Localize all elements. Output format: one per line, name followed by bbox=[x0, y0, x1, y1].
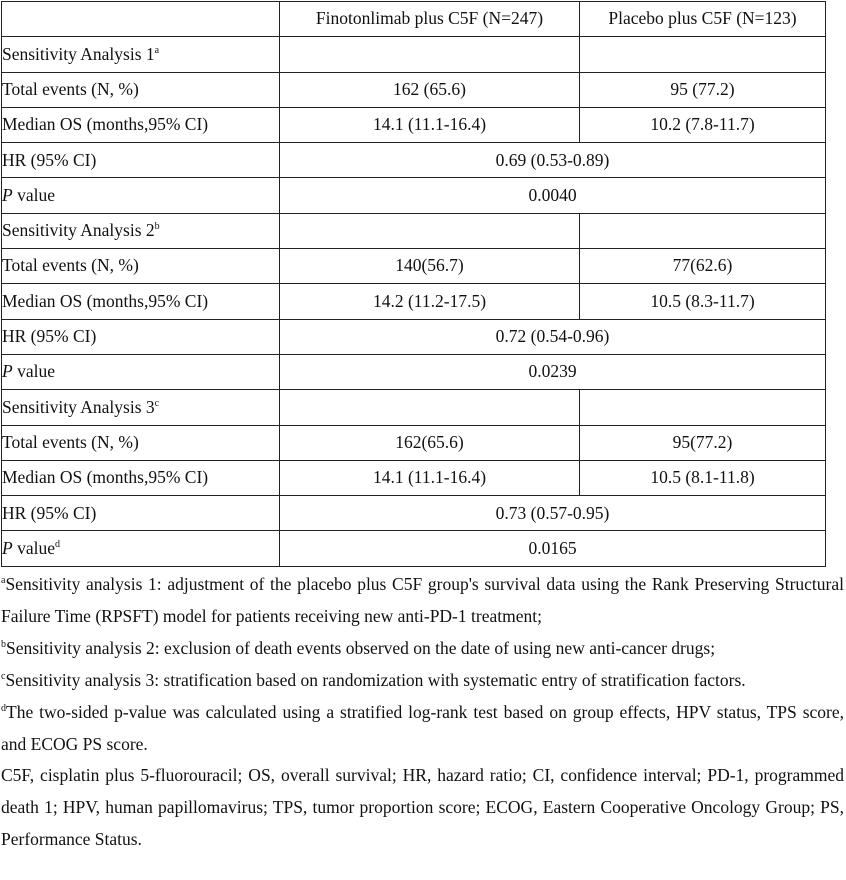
row-label: Median OS (months,95% CI) bbox=[2, 460, 280, 495]
value-merged: 0.0040 bbox=[280, 178, 826, 213]
header-placebo: Placebo plus C5F (N=123) bbox=[580, 2, 826, 37]
row-label bbox=[2, 354, 280, 389]
table-row bbox=[2, 178, 826, 213]
row-label: HR (95% CI) bbox=[2, 319, 280, 354]
table-row bbox=[2, 72, 826, 107]
table-row bbox=[2, 107, 826, 142]
value-merged: 0.72 (0.54-0.96) bbox=[280, 319, 826, 354]
value-finotonlimab: 162 (65.6) bbox=[280, 72, 580, 107]
p-label-rest: value bbox=[12, 537, 55, 558]
empty-cell bbox=[280, 390, 580, 425]
footnote-text: The two-sided p-value was calculated using a stratified log-rank test based on group effects, HPV status, TPS score, and ECOG PS score. bbox=[1, 701, 844, 754]
footnote-marker: d bbox=[1, 702, 6, 714]
row-label: Total events (N, %) bbox=[2, 249, 280, 284]
row-label: HR (95% CI) bbox=[2, 143, 280, 178]
footnote-text: Sensitivity analysis 3: stratification based on randomization with systematic entry of stratification factors. bbox=[5, 669, 746, 690]
p-letter: P bbox=[2, 537, 13, 558]
value-placebo: 10.5 (8.1-11.8) bbox=[580, 460, 826, 495]
results-table bbox=[1, 1, 826, 567]
footnotes bbox=[1, 569, 844, 856]
table-row bbox=[2, 425, 826, 460]
section-header-row bbox=[2, 213, 826, 248]
table-row bbox=[2, 496, 826, 531]
section-title-text: Sensitivity Analysis 2 bbox=[2, 220, 155, 241]
value-finotonlimab: 14.1 (11.1-16.4) bbox=[280, 107, 580, 142]
empty-cell bbox=[580, 37, 826, 72]
section-title-text: Sensitivity Analysis 1 bbox=[2, 43, 155, 64]
value-placebo: 95(77.2) bbox=[580, 425, 826, 460]
section-header-row bbox=[2, 37, 826, 72]
footnote-marker: a bbox=[1, 575, 6, 587]
value-finotonlimab: 140(56.7) bbox=[280, 249, 580, 284]
footnote-marker: a bbox=[154, 44, 160, 56]
value-merged: 0.0165 bbox=[280, 531, 826, 566]
section-title bbox=[2, 213, 280, 248]
table-row bbox=[2, 460, 826, 495]
header-row bbox=[2, 2, 826, 37]
row-label: Median OS (months,95% CI) bbox=[2, 284, 280, 319]
p-label-rest: value bbox=[12, 361, 55, 382]
value-finotonlimab: 162(65.6) bbox=[280, 425, 580, 460]
value-merged: 0.69 (0.53-0.89) bbox=[280, 143, 826, 178]
header-finotonlimab: Finotonlimab plus C5F (N=247) bbox=[280, 2, 580, 37]
value-merged: 0.0239 bbox=[280, 354, 826, 389]
empty-cell bbox=[580, 390, 826, 425]
section-title bbox=[2, 390, 280, 425]
value-finotonlimab: 14.1 (11.1-16.4) bbox=[280, 460, 580, 495]
row-label: HR (95% CI) bbox=[2, 496, 280, 531]
abbreviations-note: C5F, cisplatin plus 5-fluorouracil; OS, overall survival; HR, hazard ratio; CI, confidence interval; PD-1, programmed death 1; HPV, human papillomavirus; TPS, tumor proportion score; ECOG, Eastern Cooperative Oncology Group; PS, Performance Status. bbox=[1, 765, 844, 850]
row-label: Total events (N, %) bbox=[2, 425, 280, 460]
value-placebo: 10.2 (7.8-11.7) bbox=[580, 107, 826, 142]
value-placebo: 95 (77.2) bbox=[580, 72, 826, 107]
p-letter: P bbox=[2, 361, 13, 382]
footnote-text: Sensitivity analysis 1: adjustment of the placebo plus C5F group's survival data using the Rank Preserving Structural Failure Time (RPSFT) model for patients receiving new anti-PD-1 treatment; bbox=[1, 574, 844, 626]
p-label-rest: value bbox=[12, 184, 55, 205]
section-title-text: Sensitivity Analysis 3 bbox=[2, 396, 155, 417]
footnote-b bbox=[1, 633, 844, 665]
footnote-marker: b bbox=[154, 221, 160, 233]
header-cell-empty bbox=[2, 2, 280, 37]
table-row bbox=[2, 319, 826, 354]
value-placebo: 77(62.6) bbox=[580, 249, 826, 284]
value-finotonlimab: 14.2 (11.2-17.5) bbox=[280, 284, 580, 319]
p-letter: P bbox=[2, 184, 13, 205]
section-title bbox=[2, 37, 280, 72]
table-row bbox=[2, 354, 826, 389]
table-row bbox=[2, 249, 826, 284]
value-merged: 0.73 (0.57-0.95) bbox=[280, 496, 826, 531]
value-placebo: 10.5 (8.3-11.7) bbox=[580, 284, 826, 319]
footnote-marker: c bbox=[1, 670, 6, 682]
section-header-row bbox=[2, 390, 826, 425]
footnote-text: Sensitivity analysis 2: exclusion of death events observed on the date of using new anti-cancer drugs; bbox=[6, 637, 716, 658]
footnote-c bbox=[1, 665, 844, 697]
row-label bbox=[2, 178, 280, 213]
footnote-d bbox=[1, 697, 844, 761]
footnote-marker: c bbox=[154, 397, 160, 409]
row-label bbox=[2, 531, 280, 566]
table-row bbox=[2, 531, 826, 566]
table-row bbox=[2, 284, 826, 319]
footnote-a bbox=[1, 569, 844, 633]
footnote-marker: b bbox=[1, 638, 6, 650]
empty-cell bbox=[580, 213, 826, 248]
footnote-marker: d bbox=[54, 539, 60, 551]
row-label: Median OS (months,95% CI) bbox=[2, 107, 280, 142]
empty-cell bbox=[280, 213, 580, 248]
row-label: Total events (N, %) bbox=[2, 72, 280, 107]
table-row bbox=[2, 143, 826, 178]
empty-cell bbox=[280, 37, 580, 72]
